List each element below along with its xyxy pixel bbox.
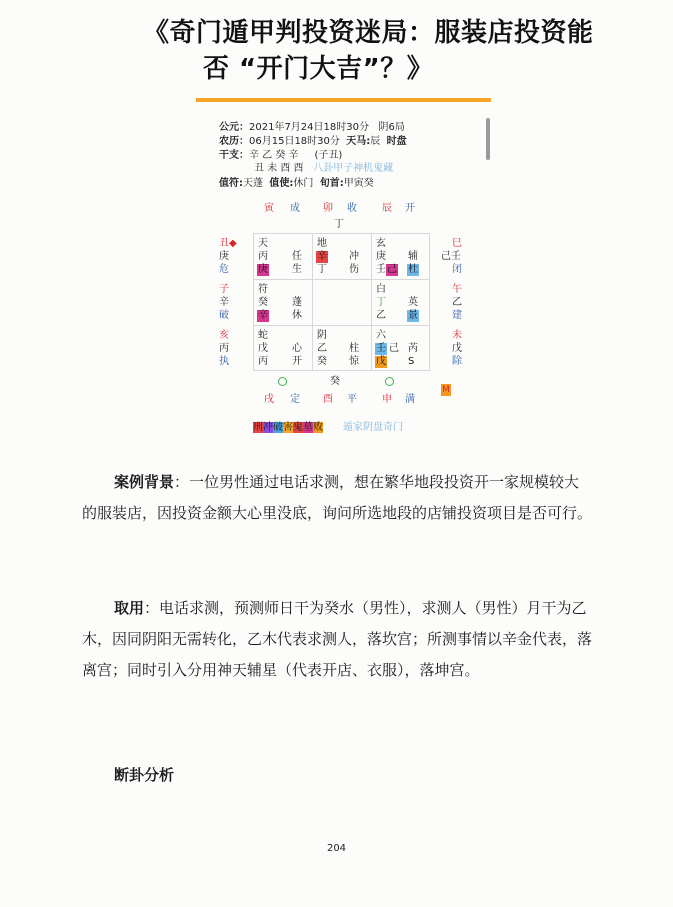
cell-qian-god: 六 [376, 330, 386, 341]
m-badge: M [442, 385, 450, 395]
nine-palace-grid [253, 233, 430, 371]
cell-gen-door: 开 [292, 356, 302, 367]
article-title-line-1: 《奇门遁甲判投资迷局：服装店投资能 [143, 18, 594, 48]
legend-3: 害 [283, 422, 293, 433]
title-underline [196, 98, 491, 102]
top-mid-stem: 丁 [334, 219, 344, 230]
cell-gen-star: 心 [292, 343, 302, 354]
cell-xun-earth-stem: 庚 [258, 264, 268, 275]
info-row-zhifu: 值符:天蓬 值使:休门 旬首:甲寅癸 [219, 178, 374, 189]
cell-xun-god: 天 [258, 238, 268, 249]
top-label-4: 辰 [382, 203, 392, 214]
paragraph-quyong [82, 593, 592, 686]
cell-zhen-star: 蓬 [292, 297, 302, 308]
quyong-text: ：电话求测，预测师日干为癸水（男性），求测人（男性）月干为乙木，因同阴阳无需转化，乙木代表求测人，落坎宫；所测事情以辛金代表，落离宫；同时引入分用神天辅星（代表开店、衣服），落坤宫。 [82, 599, 593, 679]
cell-kun-earth-stem-b: 己 [387, 264, 397, 275]
left-label-1a: 子 [219, 284, 229, 295]
cell-dui-door: 景 [408, 310, 418, 321]
grid-line-h2 [253, 325, 430, 326]
cell-li-heaven-stem: 辛 [317, 251, 327, 262]
bottom-label-0: 戌 [264, 394, 274, 405]
legend-0: 刑 [253, 422, 263, 433]
cell-kun-door: 杜 [408, 264, 418, 275]
paragraph-background [82, 467, 592, 529]
cell-li-door: 伤 [349, 264, 359, 275]
info-row-gongli: 公元：2021年7月24日18时30分 阴6局 [219, 122, 405, 133]
cell-gen-god: 蛇 [258, 330, 268, 341]
right-label-1c: 建 [452, 310, 462, 321]
bottom-label-3: 平 [347, 394, 357, 405]
cell-kan-door: 惊 [349, 356, 359, 367]
top-label-3: 收 [347, 203, 357, 214]
left-label-1c: 破 [219, 310, 229, 321]
cell-kan-star: 柱 [349, 343, 359, 354]
right-label-0c: 闭 [452, 264, 462, 275]
cell-qian-heaven-stem-a: 壬 [376, 343, 386, 354]
analysis-heading: 断卦分析 [114, 766, 175, 784]
cell-kan-god: 阴 [317, 330, 327, 341]
green-circle-right [385, 377, 394, 386]
right-label-1a: 午 [452, 284, 462, 295]
cell-qian-door: S [408, 356, 415, 367]
left-label-2c: 执 [219, 356, 229, 367]
bottom-label-5: 满 [405, 394, 415, 405]
legend-5: 墓 [303, 422, 313, 433]
info-row-nongli: 农历：06月15日18时30分 天马:辰 时盘 [219, 136, 407, 147]
cell-qian-earth-stem: 戊 [376, 356, 386, 367]
cell-kan-earth-stem: 癸 [317, 356, 327, 367]
legend-1: 冲 [263, 422, 273, 433]
legend-2: 破 [273, 422, 283, 433]
background-label: 案例背景 [114, 473, 175, 491]
cell-kun-heaven-stem: 庚 [376, 251, 386, 262]
info-row-ganzhi: 干支：辛 乙 癸 辛 (子丑) [219, 150, 343, 161]
cell-dui-earth-stem: 乙 [376, 310, 386, 321]
bottom-mid-stem: 癸 [330, 376, 340, 387]
right-label-0a: 巳 [452, 238, 462, 249]
right-label-2c: 除 [452, 356, 462, 367]
left-label-0b: 庚 [219, 251, 229, 262]
cell-qian-heaven-stem-b: 己 [389, 343, 399, 354]
cell-zhen-earth-stem: 辛 [258, 310, 268, 321]
cell-xun-heaven-stem: 丙 [258, 251, 268, 262]
bottom-label-4: 申 [382, 394, 392, 405]
cell-li-star: 冲 [349, 251, 359, 262]
bottom-label-2: 酉 [323, 394, 333, 405]
cell-kun-star: 辅 [408, 251, 418, 262]
cell-zhen-door: 休 [292, 310, 302, 321]
right-label-2b: 戊 [452, 343, 462, 354]
top-label-2: 卯 [323, 203, 333, 214]
quyong-label: 取用 [114, 599, 145, 617]
cell-zhen-heaven-stem: 癸 [258, 297, 268, 308]
cell-dui-heaven-stem: 丁 [376, 297, 386, 308]
cell-gen-earth-stem: 丙 [258, 356, 268, 367]
top-label-1: 成 [290, 203, 300, 214]
right-label-2a: 未 [452, 330, 462, 341]
top-label-5: 开 [405, 203, 415, 214]
green-circle-left [278, 377, 287, 386]
legend-4: 鬼 [293, 422, 303, 433]
top-label-0: 寅 [264, 203, 274, 214]
right-label-0b: 己壬 [441, 251, 461, 262]
grid-line-h1 [253, 279, 430, 280]
left-label-0a: 丑◆ [219, 238, 237, 249]
left-label-0c: 危 [219, 264, 229, 275]
cell-gen-heaven-stem: 戊 [258, 343, 268, 354]
cell-xun-star: 任 [292, 251, 302, 262]
cell-dui-god: 白 [376, 284, 386, 295]
cell-dui-star: 英 [408, 297, 418, 308]
grid-line-v2 [371, 233, 372, 371]
grid-line-v1 [312, 233, 313, 371]
cell-zhen-god: 符 [258, 284, 268, 295]
cell-xun-door: 生 [292, 264, 302, 275]
cell-kun-earth-stem-a: 壬 [376, 264, 386, 275]
legend-6: 败 [313, 422, 323, 433]
brand-label: 遁家阴盘奇门 [343, 422, 403, 433]
background-text: ：一位男性通过电话求测，想在繁华地段投资开一家规模较大的服装店，因投资金额大心里没底，询问所选地段的店铺投资项目是否可行。 [82, 473, 593, 522]
cell-kun-god: 玄 [376, 238, 386, 249]
scrollbar-thumb[interactable] [486, 118, 490, 160]
left-label-1b: 辛 [219, 297, 229, 308]
left-label-2b: 丙 [219, 343, 229, 354]
page-number: 204 [326, 843, 347, 854]
cell-li-earth-stem: 丁 [317, 264, 327, 275]
right-label-1b: 乙 [452, 297, 462, 308]
cell-kan-heaven-stem: 乙 [317, 343, 327, 354]
legend-strip [253, 422, 323, 434]
cell-li-god: 地 [317, 238, 327, 249]
article-title-line-2: 否 “开门大吉”？》 [203, 54, 434, 84]
info-row-ganzhi-2: 丑 未 酉 酉 八卦甲子神机鬼藏 [254, 163, 394, 174]
left-label-2a: 亥 [219, 330, 229, 341]
cell-qian-star: 芮 [408, 343, 418, 354]
bottom-label-1: 定 [290, 394, 300, 405]
